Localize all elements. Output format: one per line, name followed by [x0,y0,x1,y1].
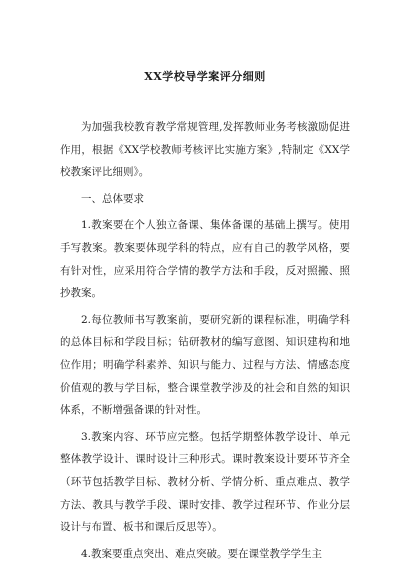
intro-paragraph: 为加强我校教育教学常规管理,发挥教师业务考核激励促进作用，根据《XX学校教师考核评比实施方案》,特制定《XX学校教案评比细则》。 [60,121,350,179]
requirement-paragraph-1: 1.教案要在个人独立备课、集体备课的基础上撰写。使用手写教案。教案要体现学科的特点，应有自己的教学风格，要有针对性，应采用符合学情的教学方法和手段，反对照搬、照抄教案。 [60,219,350,300]
section-heading-general-requirements: 一、总体要求 [81,192,144,205]
requirement-paragraph-2: 2.每位教师书写教案前，要研究新的课程标准，明确学科的总体目标和学段目标；钻研教材的编写意图、知识建构和地位作用；明确学科素养、知识与能力、过程与方法、情感态度价值观的教与学目标，整合课堂教学涉及的社会和自然的知识体系，不断增强备课的针对性。 [60,313,350,417]
requirement-paragraph-4: 4.教案要重点突出、难点突破。要在课堂教学学生主 [81,547,323,560]
requirement-paragraph-3: 3.教案内容、环节应完整。包括学期整体教学设计、单元整体教学设计、课时设计三种形式。课时教案设计要环节齐全（环节包括教学目标、教材分析、学情分析、重点难点、教学方法、教具与教学手段、课时安排、教学过程环节、作业分层设计与布置、板书和课后反思等）。 [60,430,350,534]
document-body [60,116,350,569]
document-title: XX学校导学案评分细则 [144,70,266,83]
